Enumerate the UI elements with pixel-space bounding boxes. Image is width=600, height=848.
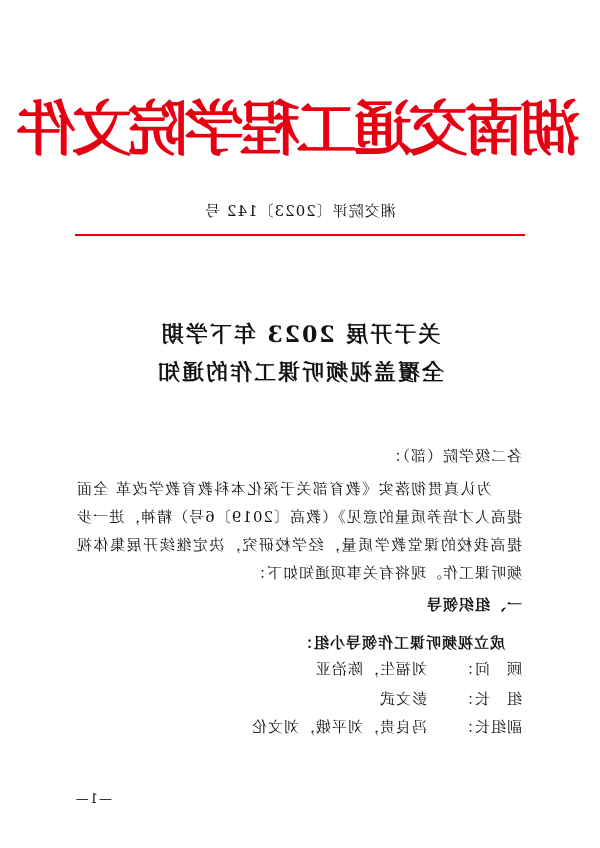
member-names: 刘福生，陈治亚 [314,660,427,678]
body-paragraph: 为认真贯彻落实《教育部关于深化本科教育教学改革 全面提高人才培养质量的意见》（教高〔2019〕6号）精神，进一步提高我校的课堂教学质量，经学校研究，决定继续开展集体视频听课工作。现将有关事项通知如下： [76,480,522,582]
page-number: —1— [74,792,112,807]
member-role: 副组长： [457,718,522,736]
section-heading: 一、组织领导 [425,596,522,614]
member-role: 顾 问： [457,660,522,678]
member-row [379,688,522,709]
member-names: 彭文武 [378,690,427,708]
member-role: 组 长： [457,690,522,708]
red-divider [75,234,525,236]
title-line-2: 全覆盖视频听课工作的通知 [156,360,445,386]
member-names: 冯良贵，刘平娥，刘文伦 [250,718,427,736]
recipient: 各二级学院（部）： [385,447,522,465]
member-row [251,716,522,737]
member-row [315,658,522,679]
title-line-1: 关于开展 2023 年下学期 [159,322,441,348]
masthead: 湖南交通工程学院文件 [20,95,580,165]
document-number: 湘交院评〔2023〕142 号 [204,202,396,220]
section-subheading: 成立视频听课工作领导小组： [296,634,505,652]
